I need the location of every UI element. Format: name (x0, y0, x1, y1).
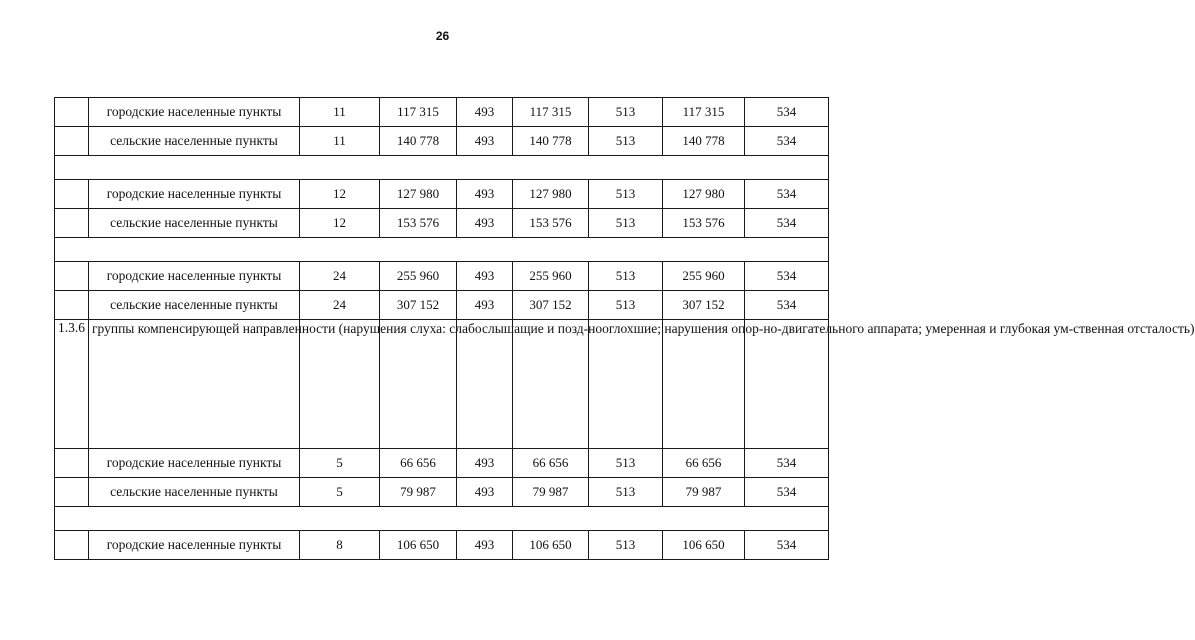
table-cell: 493 (457, 209, 513, 238)
table-cell: 513 (589, 209, 663, 238)
table-cell: 513 (589, 478, 663, 507)
row-label-cell: городские населенные пункты (89, 449, 300, 478)
row-label-cell: сельские населенные пункты (89, 127, 300, 156)
table-cell: 79 987 (513, 478, 589, 507)
row-code-cell (55, 531, 89, 560)
table-cell: 255 960 (513, 262, 589, 291)
page-number: 26 (435, 29, 450, 43)
table-cell: 140 778 (513, 127, 589, 156)
table-cell: 79 987 (663, 478, 745, 507)
table-cell: 11 (300, 98, 380, 127)
table-row (55, 127, 829, 156)
table-cell: 11 (300, 127, 380, 156)
table-cell: 117 315 (663, 98, 745, 127)
table-cell: 534 (745, 478, 829, 507)
table-cell: 534 (745, 531, 829, 560)
empty-cell (380, 320, 457, 449)
spacer-cell (55, 507, 829, 531)
tariff-table (54, 97, 1195, 560)
group-description: группы компенсирующей направленности (нарушения слуха: слабослышащие и позд-нооглохшие; нарушения опор-но-двигательного аппарата; умеренная и глубокая ум-ственная отсталость) (89, 320, 300, 449)
spacer-row (55, 156, 829, 180)
table-cell: 153 576 (513, 209, 589, 238)
table-cell: 24 (300, 291, 380, 320)
table-cell: 493 (457, 180, 513, 209)
row-code-cell (55, 291, 89, 320)
table-cell: 513 (589, 291, 663, 320)
table-cell: 493 (457, 127, 513, 156)
table-cell: 140 778 (380, 127, 457, 156)
row-code-cell (55, 449, 89, 478)
table-cell: 493 (457, 449, 513, 478)
table-cell: 307 152 (380, 291, 457, 320)
row-label-cell: городские населенные пункты (89, 531, 300, 560)
empty-cell (745, 320, 829, 449)
row-label-cell: сельские населенные пункты (89, 209, 300, 238)
row-code-cell (55, 180, 89, 209)
table-cell: 106 650 (663, 531, 745, 560)
table-cell: 8 (300, 531, 380, 560)
table-cell: 255 960 (380, 262, 457, 291)
table-cell: 493 (457, 291, 513, 320)
table-cell: 513 (589, 180, 663, 209)
table-cell: 153 576 (663, 209, 745, 238)
table-cell: 493 (457, 98, 513, 127)
table-cell: 5 (300, 449, 380, 478)
table-cell: 255 960 (663, 262, 745, 291)
table-cell: 534 (745, 209, 829, 238)
table-cell: 153 576 (380, 209, 457, 238)
table-row (55, 531, 829, 560)
empty-cell (513, 320, 589, 449)
group-header-row (55, 320, 829, 449)
table-cell: 5 (300, 478, 380, 507)
table-cell: 24 (300, 262, 380, 291)
table-cell: 534 (745, 262, 829, 291)
table-cell: 534 (745, 449, 829, 478)
table-cell: 117 315 (380, 98, 457, 127)
row-code-cell (55, 127, 89, 156)
table-row (55, 291, 829, 320)
table-cell: 127 980 (513, 180, 589, 209)
table-row (55, 449, 829, 478)
table-cell: 513 (589, 127, 663, 156)
row-label-cell: сельские населенные пункты (89, 478, 300, 507)
table-cell: 127 980 (380, 180, 457, 209)
table-cell: 534 (745, 127, 829, 156)
table-cell: 534 (745, 180, 829, 209)
table-cell: 127 980 (663, 180, 745, 209)
table-cell: 106 650 (513, 531, 589, 560)
empty-cell (457, 320, 513, 449)
row-label-cell: городские населенные пункты (89, 262, 300, 291)
table-cell: 513 (589, 98, 663, 127)
table-cell: 513 (589, 531, 663, 560)
table-cell: 307 152 (513, 291, 589, 320)
table-cell: 534 (745, 98, 829, 127)
table-cell: 140 778 (663, 127, 745, 156)
table-cell: 66 656 (380, 449, 457, 478)
table-cell: 117 315 (513, 98, 589, 127)
spacer-cell (55, 156, 829, 180)
table-cell: 66 656 (513, 449, 589, 478)
table-row (55, 262, 829, 291)
table-row (55, 478, 829, 507)
table-row (55, 209, 829, 238)
table-cell: 307 152 (663, 291, 745, 320)
spacer-cell (55, 238, 829, 262)
empty-cell (663, 320, 745, 449)
row-code-cell (55, 478, 89, 507)
row-label-cell: сельские населенные пункты (89, 291, 300, 320)
table-cell: 513 (589, 262, 663, 291)
row-code-cell (55, 209, 89, 238)
row-label-cell: городские населенные пункты (89, 180, 300, 209)
row-code-cell (55, 98, 89, 127)
empty-cell (589, 320, 663, 449)
table-cell: 493 (457, 262, 513, 291)
table-cell: 534 (745, 291, 829, 320)
table-row (55, 98, 829, 127)
row-code-cell (55, 262, 89, 291)
table-cell: 493 (457, 531, 513, 560)
table-cell: 79 987 (380, 478, 457, 507)
table-cell: 493 (457, 478, 513, 507)
spacer-row (55, 507, 829, 531)
spacer-row (55, 238, 829, 262)
table-row (55, 180, 829, 209)
group-code: 1.3.6 (55, 320, 89, 449)
table-cell: 12 (300, 180, 380, 209)
table-cell: 12 (300, 209, 380, 238)
table-cell: 513 (589, 449, 663, 478)
table-cell: 106 650 (380, 531, 457, 560)
table-cell: 66 656 (663, 449, 745, 478)
empty-cell (300, 320, 380, 449)
row-label-cell: городские населенные пункты (89, 98, 300, 127)
